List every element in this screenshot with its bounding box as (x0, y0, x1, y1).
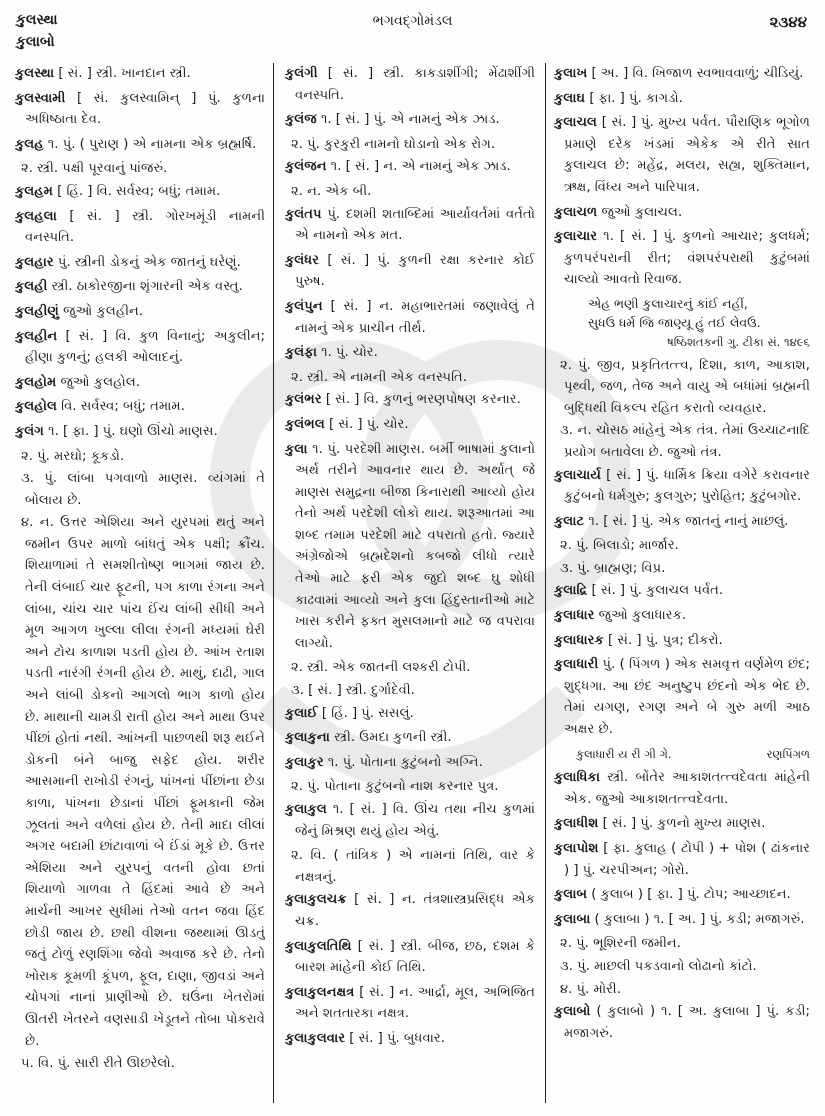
headword: કુલાટ (554, 513, 585, 529)
definition: ૧. પું. પરદેશી માણસ. બર્મી ભાષામાં કુલાનો અર્થ તરીને આવનાર થાય છે. અર્થાત્ જે માણસ સમુદ્રના બીજા કિનારાથી આવ્યો હોય તેનો અર્થ પરદેશી લોકો થાય. શરૂઆતમાં આ શબ્દ તમામ પરદેશી માટે વપરાતો હતો. જ્યારે અંગ્રેજોએ બ્રહ્મદેશનો કબજો લીધો ત્યારે તેઓ માટે ફરી એક જુદો શબ્દ ઘુ શોધી કાઢવામાં આવ્યો અને કુલા હિંદુસ્તાનીઓ માટે ખાસ કરીને ફક્ત મુસલમાનો માટે જ વપરાવા લાગ્યો. (295, 441, 535, 651)
dictionary-entry (554, 88, 810, 110)
headword: કુલાચળ (554, 204, 598, 220)
sense: ૨. ન. એક બી. (291, 183, 372, 199)
definition: [ ફા. કુલાહ ( ટોપી ) + પોશ ( ઢાંકનાર ) ] પું. ચરપીઅન; ગોરો. (564, 841, 810, 878)
headword: કુલંગી (285, 66, 318, 81)
column-divider (545, 63, 546, 1103)
dictionary-entry (285, 703, 535, 725)
dictionary-entry (15, 276, 265, 298)
headword: કુલહી (15, 279, 48, 295)
headword: કુલાબા (554, 911, 591, 927)
sense: ૩. પું. લાંબા પગવાળો માણસ. વ્યંગમાં તે બોલાય છે. (21, 471, 265, 508)
definition: ( કુલાબા ) ૧. [ અ. ] પું. કડી; મજાગરું. (590, 911, 805, 927)
dictionary-entry (285, 204, 535, 247)
column-divider (273, 63, 274, 1103)
definition: પું. દશમી શતાબ્દિમાં આર્યાવર્તમાં વર્તતો એ નામનો એક મત. (295, 206, 535, 244)
citation-source: રણપિંગળ (766, 746, 810, 761)
dictionary-entry (285, 1028, 535, 1050)
headword: કુલંભલ (285, 416, 325, 432)
definition: [ સં. ] વિ. કુળ વિનાનું; અકુલીન; હીણા કુળનું; હલકી ઓલાદનું. (25, 328, 265, 366)
headword: કુલહ (15, 136, 44, 152)
sense: ૩. [ સં. ] સ્ત્રી. દુર્ગાદેવી. (291, 683, 415, 699)
definition: [ સં. કુલસ્વામિન્ ] પું. કુળના અધિષ્ઠાતા દેવ. (25, 90, 265, 128)
definition: [ સં. ] સ્ત્રી. બીજ, છઠ, દશમ કે બારશ માંહેની કોઈ તિથિ. (295, 938, 535, 976)
sense: ૨. પું. કુરકુરી નામનો ઘોડાનો એક રોગ. (291, 136, 496, 152)
definition: [ અ. ] વિ. ખિજાળ સ્વભાવવાળું; ચીડિયું. (587, 66, 804, 81)
headword: કુલાકુલનક્ષત્ર (285, 984, 355, 1000)
headword: કુલંધર (285, 252, 320, 268)
sense: ૫. વિ. પું. સારી રીતે ઊછરેલો. (21, 1056, 175, 1072)
headword: કુલંજ (285, 112, 317, 128)
dictionary-entry (554, 605, 810, 627)
definition: જુઓ કુલાચલ. (597, 204, 683, 220)
headword: કુલાકુલતિથિ (285, 938, 352, 954)
headword: કુલંભર (285, 392, 322, 408)
headword: કુલસ્વામી (15, 90, 66, 106)
dictionary-entry (554, 630, 810, 652)
definition: [ સં. ] પું. બુધવાર. (345, 1030, 445, 1046)
definition: ૧. [ સં. ] વિ. ઊંચ તથા નીચ કુળમાં જેનું મિશ્રણ થયું હોય એવું. (295, 802, 535, 839)
dictionary-entry (285, 250, 535, 293)
column-1 (15, 63, 265, 1103)
definition: [ સં. ] સ્ત્રી. ખાનદાન સ્ત્રી. (54, 66, 191, 81)
dictionary-entry (554, 654, 810, 740)
dictionary-entry (285, 296, 535, 339)
column-2 (285, 63, 535, 1103)
headword: કુલાબો (554, 1004, 591, 1020)
dictionary-entry (285, 156, 535, 178)
definition: વિ. સર્વસ્વ; બધું; તમામ. (56, 399, 185, 415)
headword: કુલહીન (15, 328, 58, 344)
citation-verse: કુલાધારી ય રી ગી ગે. (576, 746, 672, 761)
definition: [ સં. ] સ્ત્રી. કાકડાશીંગી; મેંઢાશીંગી વનસ્પતિ. (295, 66, 535, 103)
dictionary-entry (285, 109, 535, 131)
dictionary-entry (285, 752, 535, 774)
dictionary-entry (554, 767, 810, 810)
headword: કુલાદ્રિ (554, 583, 588, 599)
headword: કુલહાર (15, 254, 54, 270)
headword: કુલાધારી (554, 657, 599, 673)
dictionary-entry (554, 465, 810, 508)
definition: ( કુલાબ ) [ ફા. ] પું. ટોપ; આચ્છાદન. (587, 887, 791, 903)
sense: ૨. પું. જીવ, પ્રકૃતિતત્ત્વ, દિશા, કાળ, આકાશ, પૃથ્વી, જળ, તેજ અને વાયુ એ બધાંમાં બ્રહ્મની બુદ્ધિથી વિકલ્પ રહિત કરાતો વ્યવહાર. (560, 357, 810, 416)
page-number: ૨૩૪૪ (769, 13, 807, 31)
headword: કુલાઈ (285, 705, 318, 721)
definition: પું. ( પિંગળ ) એક સમવૃત્ત વર્ણમેળ છંદ; શુદ્ધગા. આ છંદ અનુષ્ટુપ છંદનો એક ભેદ છે. તેમાં યગણ, રગણ અને બે ગુરુ મળી આઠ અક્ષર છે. (564, 657, 810, 738)
definition: ૧. [ સં. ] ન. એ નામનું એક ઝાડ. (326, 159, 511, 175)
column-3 (554, 63, 810, 1103)
definition: ૧. પું. ચોર. (316, 345, 378, 361)
headword: કુલાચાર (554, 229, 598, 245)
definition: [ સં. ] પું. કુલાચલ પર્વત. (587, 583, 724, 599)
headword: કુલાધીશ (554, 816, 599, 832)
definition: [ સં. ] પું. કુળનો મુખ્ય માણસ. (598, 816, 766, 832)
definition: [ હિં. ] પું. સસલું. (317, 705, 414, 721)
headword: કુલસ્થા (15, 66, 55, 81)
dictionary-entry (15, 206, 265, 249)
definition: [ સં. ] પું. ધાર્મિક ક્રિયા વગેરે કરાવનાર કુટુંબનો ધર્મગુરુ; કુલગુરુ; પુરોહિત; કુટુંબગોર. (564, 467, 810, 505)
definition: [ સં. ] ન. તંત્રશાસ્ત્રપ્રસિદ્ધ એક ચક્ર. (295, 892, 535, 929)
definition: [ સં. ] ન. મહાભારતમાં જણાવેલું તે નામનું એક પ્રાચીન તીર્થ. (295, 298, 535, 336)
headword: કુલાધારક (554, 632, 604, 648)
definition: ૧. [ ફા. ] પું. ઘણો ઊંચો માણસ. (43, 423, 218, 439)
definition: [ સં. ] ન. આર્દ્રા, મૂલ, અભિજિત અને શતતારકા નક્ષત્ર. (295, 984, 535, 1022)
definition: [ સં. ] પું. કુળની રક્ષા કરનાર કોઈ પુરુષ. (295, 252, 535, 290)
definition: ૧. [ સં. ] પું. એક જાતનું નાનું માછલું. (584, 513, 789, 529)
dictionary-entry (15, 88, 265, 131)
dictionary-entry (285, 414, 535, 436)
definition: જુઓ કુલહીન. (58, 303, 144, 319)
definition: [ હિં. ] વિ. સર્વસ્વ; બધું; તમામ. (52, 183, 221, 199)
sense: ૨. પું. બિલાડો; માર્જાર. (560, 538, 679, 554)
dictionary-columns (0, 63, 825, 1108)
sense: ૨. વિ. ( તાંત્રિક ) એ નામનાં તિથિ, વાર કે નક્ષત્રનું. (291, 848, 535, 885)
headword: કુલાખ (554, 66, 588, 81)
dictionary-entry (554, 580, 810, 602)
sense: ૨. સ્ત્રી. એક જાતની લશ્કરી ટોપી. (291, 660, 471, 676)
dictionary-entry (285, 439, 535, 655)
guide-word-last: કુલાબો (16, 34, 55, 50)
headword: કુલંગ (15, 423, 44, 439)
sense: ૨. સ્ત્રી. એ નામની એક વનસ્પતિ. (291, 369, 467, 385)
dictionary-entry (554, 909, 810, 931)
headword: કુલહમ (15, 183, 53, 199)
headword: કુલાકુના (285, 730, 330, 746)
dictionary-entry (554, 511, 810, 533)
headword: કુલાચલ (554, 115, 598, 131)
dictionary-entry (285, 936, 535, 979)
page-header (0, 0, 825, 60)
headword: કુલહોમ (15, 374, 57, 390)
dictionary-entry (554, 112, 810, 198)
dictionary-entry (285, 63, 535, 106)
sense: ૨. સ્ત્રી. પક્ષી પૂરવાનું પાંજરું. (21, 161, 168, 177)
dictionary-entry (15, 134, 265, 156)
dictionary-entry (15, 372, 265, 394)
definition: ૧. પું. ( પુરાણ ) એ નામના એક બ્રહ્મર્ષિ. (43, 136, 257, 152)
book-title: ભગવદ્ગોમંડલ (372, 13, 453, 29)
headword: કુલહીણું (15, 303, 59, 319)
dictionary-entry (554, 226, 810, 291)
dictionary-entry (554, 884, 810, 906)
dictionary-entry (285, 389, 535, 411)
sense: ૪. ન. ઉત્તર એશિયા અને યુરપમાં થતું અને જમીન ઉપર માળો બાંધતું એક પક્ષી; ક્રૌંચ. શિયાળામાં તે સમશીતોષ્ણ ભાગમાં જાય છે. તેની લંબાઈ ચાર ફૂટની, પગ કાળા રંગના અને લાંબા, ચાંચ ચાર પાંચ ઈંચ લાંબી સીધી અને મૂળ આગળ ખુલ્લા લીલા રંગની મધ્યમાં ઘેરી અને ટોચ કાળાશ પડતી હોય છે. આંખ રતાશ પડતી નારંગી રંગની હોય છે. માથું, દાઢી, ગાલ અને લાંબી ડોકનો આગલો ભાગ કાળો હોય છે. માથાની ચામડી રાતી હોય અને માથા ઉપર પીંછાં હોતાં નથી. આંખની પાછળથી શરૂ થઈને ડોકની બંને બાજુ સફેદ હોય. શરીર આસમાની રાખોડી રંગનું, પાંખનાં પીંછાંના છેડા કાળા, પાંખના છેડાનાં પીંછાં ફૂમકાની જેમ ઝૂલતાં અને વળેલાં હોય છે. તેની માદા લીલાં અગર બદામી છાંટાવાળાં બે ઈંડાં મૂકે છે. ઉત્તર એશિયા અને યુરપનું વતની હોવા છતાં શિયાળો ગાળવા તે હિંદમાં આવે છે અને માર્ચની આખર સુધીમાં તેઓ વતન જવા હિંદ છોડી જાય છે. છથી વીશના જથ્થામાં ઊડતું જતું ટોળું રણશિંગા જેવો અવાજ કરે છે. તેનો ખોરાક કૂમળી કૂંપળ, ફૂલ, દાણા, જીવડાં અને ચોપગાં નાનાં પ્રાણીઓ છે. ઘઉંના ખેતરોમાં ઊતરી ખેતરને વણસાડી ખેડૂતને તોબા પોકરાવે છે. (21, 515, 265, 1049)
dictionary-entry (15, 301, 265, 323)
definition: સ્ત્રી. ઉમદા કુળની સ્ત્રી. (329, 730, 452, 746)
citation: ષષ્ઠિશતકની ગુ. ટીકા સં. ૧૪૯૬ (667, 334, 810, 349)
headword: કુલંપુન (285, 298, 323, 314)
headword: કુલાઘ (554, 90, 586, 106)
headword: કુલાકુલચક્ર (285, 892, 347, 908)
dictionary-entry (15, 63, 265, 85)
dictionary-entry (554, 63, 810, 85)
definition: [ સં. ] પું. પુત્ર; દીકરો. (603, 632, 723, 648)
guide-word-first: કુલસ્થા (16, 12, 58, 28)
dictionary-entry (285, 889, 535, 932)
headword: કુલાચાર્ય (554, 467, 602, 483)
definition: ૧. [ સં. ] પું. કુળનો આચાર; કુલધર્મ; કુળપરંપરાની રીત; વંશપરંપરાથી કુટુંબમાં ચાલ્યો આવતો રિવાજ. (564, 229, 810, 288)
definition: જુઓ કુલહોલ. (56, 374, 141, 390)
dictionary-entry (15, 421, 265, 443)
sense: ૩. ન. ચોસઠ માંહેનું એક તંત્ર. તેમાં ઉચ્ચાટનાદિ પ્રયોગ બતાવેલા છે. જુઓ તંત્ર. (560, 423, 810, 460)
headword: કુલાપોશ (554, 841, 599, 856)
headword: કુલાકુર (285, 754, 324, 770)
sense: ૨. પું. મરઘો; કૂકડો. (21, 448, 125, 464)
definition: [ સં. ] પું. ચોર. (324, 416, 409, 432)
definition: [ સં. ] વિ. કુળનું ભરણપોષણ કરનાર. (321, 392, 521, 408)
headword: કુલંજન (285, 159, 327, 175)
definition: સ્ત્રી. બોંતેર આકાશતત્ત્વદેવતા માંહેની એક. જુઓ આકાશતત્ત્વદેવતા. (564, 770, 810, 807)
headword: કુલાબ (554, 887, 588, 903)
headword: કુલાકુલ (285, 802, 327, 817)
sense: ૨. પું. પોતાના કુટુંબનો નાશ કરનાર પુત્ર. (291, 779, 499, 795)
sense: ૩. પું. બ્રાહ્મણ; વિપ્ર. (560, 560, 666, 576)
dictionary-entry (554, 202, 810, 224)
definition: સ્ત્રી. ઠાકોરજીના શૃંગારની એક વસ્તુ. (47, 279, 243, 295)
dictionary-entry (15, 396, 265, 418)
definition: જુઓ કુલાધારક. (594, 608, 687, 624)
dictionary-entry (285, 799, 535, 842)
dictionary-entry (285, 727, 535, 749)
dictionary-entry (15, 181, 265, 203)
headword: કુલા (285, 441, 308, 457)
headword: કુલાધાર (554, 608, 595, 624)
dictionary-entry (15, 252, 265, 274)
definition: [ સં. ] પું. મુખ્ય પર્વત. પૌરાણિક ભૂગોળ પ્રમાણે દરેક ખંડમાં એકેક એ રીતે સાત કુલાચલ છે: મહેંદ્ર, મલય, સહ્ય, શુક્તિમાન, ઋક્ષ, વિંધ્ય અને પારિપાત્ર. (564, 115, 810, 195)
dictionary-entry (554, 813, 810, 835)
dictionary-entry (285, 342, 535, 364)
headword: કુલાકુલવાર (285, 1030, 346, 1046)
definition: ( કુલાબો ) ૧. [ અ. કુલાબા ] પું. કડી; મજાગરું. (564, 1004, 810, 1041)
dictionary-entry (554, 1001, 810, 1044)
headword: કુલંતપ (285, 206, 322, 222)
citation (554, 744, 810, 766)
definition: [ સં. ] સ્ત્રી. ગોરખમૂંડી નામની વનસ્પતિ. (25, 208, 265, 246)
sense: ૨. પું. ભૂશિરની જમીન. (560, 936, 681, 952)
quotation-line: એહ ભણી કુલાચારનું કાંઈ નહીં, (588, 295, 748, 311)
sense: ૪. પું. મોરી. (560, 981, 621, 997)
quotation-line: સુધઉ ધર્મ જિ જાણ્યૂ હું તઈ લેવઉ. (588, 314, 761, 330)
definition: પું. સ્ત્રીની ડોકનું એક જાતનું ઘરેણું. (53, 254, 241, 270)
headword: કુલહોલ (15, 399, 57, 415)
headword: કુલાધિકા (554, 770, 600, 786)
headword: કુલહલા (15, 208, 57, 224)
dictionary-entry (554, 838, 810, 881)
sense: ૩. પું. માછલી પકડવાનો લોઢાનો કાંટો. (560, 958, 757, 974)
definition: ૧. [ સં. ] પું. એ નામનું એક ઝાડ. (316, 112, 500, 128)
definition: ૧. પું. પોતાના કુટુંબનો અગ્નિ. (323, 754, 483, 770)
dictionary-entry (15, 326, 265, 369)
definition: [ ફા. ] પું. કાગડો. (585, 90, 683, 106)
dictionary-entry (285, 982, 535, 1025)
headword: કુલંફા (285, 345, 317, 361)
